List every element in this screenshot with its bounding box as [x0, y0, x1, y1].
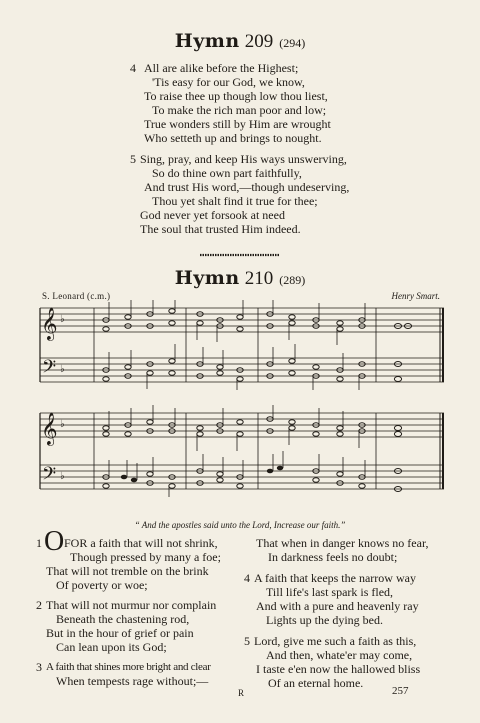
verse-line: All are alike before the Highest;	[144, 61, 299, 75]
svg-text:𝄞: 𝄞	[41, 307, 58, 340]
music-score-system-1	[36, 300, 448, 390]
verse-line: And with a pure and heavenly ray	[256, 599, 419, 613]
verse-line: But in the hour of grief or pain	[46, 626, 194, 640]
verse-line: To make the rich man poor and low;	[152, 103, 327, 117]
verse-line: Who setteth up and brings to nought.	[144, 131, 322, 145]
verse-line: Sing, pray, and keep His ways unswerving,	[140, 152, 347, 166]
verse-line: In darkness feels no doubt;	[268, 550, 398, 564]
ornamental-divider	[200, 251, 280, 259]
verse-line: And then, whate'er may come,	[266, 648, 413, 662]
drop-cap: O	[44, 526, 65, 557]
svg-text:♭: ♭	[60, 471, 65, 482]
hymn-210-alt-number: (289)	[279, 273, 306, 287]
svg-text:𝄢: 𝄢	[42, 357, 57, 382]
verse-line: That will not tremble on the brink	[46, 564, 209, 578]
hymn-209-title-word: Hymn	[174, 30, 240, 52]
svg-text:𝄞: 𝄞	[41, 412, 58, 445]
verse-line: Lord, give me such a faith as this,	[254, 634, 417, 648]
page-number: 257	[392, 685, 409, 697]
epigraph	[0, 515, 480, 533]
stanza-number: 5	[244, 634, 250, 648]
hymn-210-title-word: Hymn	[174, 267, 240, 289]
hymn-209-number: 209	[244, 31, 274, 52]
verse-line: God never yet forsook at need	[140, 208, 285, 222]
stanza-number: 2	[36, 598, 42, 612]
verse-line: Beneath the chastening rod,	[56, 612, 190, 626]
verse-line: When tempests rage without;—	[56, 674, 209, 688]
verse-line: The soul that trusted Him indeed.	[140, 222, 301, 236]
hymn-209-alt-number: (294)	[279, 36, 306, 50]
svg-text:♭: ♭	[60, 364, 65, 375]
hymn-209-title	[0, 30, 480, 53]
hymn-210-number: 210	[244, 268, 274, 289]
verse-line: Thou yet shalt find it true for thee;	[152, 194, 318, 208]
verse-line: That when in danger knows no fear,	[256, 536, 429, 550]
verse-line: A faith that keeps the narrow way	[254, 571, 416, 585]
stanza-number: 4	[244, 571, 250, 585]
stanza-number: 4	[130, 61, 136, 75]
verse-line: FOR a faith that will not shrink,	[64, 536, 218, 550]
verse-line: And trust His word,—though undeserving,	[144, 180, 350, 194]
verse-line: Till life's last spark is fled,	[266, 585, 394, 599]
signature-mark: R	[238, 688, 245, 698]
stanza-number: 1	[36, 536, 42, 550]
svg-text:♭: ♭	[60, 314, 65, 325]
stanza-number: 5	[130, 152, 136, 166]
verse-line: To raise thee up though low thou liest,	[144, 89, 328, 103]
verse-line: Of an eternal home.	[268, 676, 364, 690]
composer-name: Henry Smart.	[391, 291, 440, 301]
hymn-210-title	[0, 267, 480, 290]
tune-name: S. Leonard (c.m.)	[42, 291, 111, 301]
svg-text:𝄢: 𝄢	[42, 464, 57, 489]
verse-line: Though pressed by many a foe;	[70, 550, 221, 564]
verse-line: 'Tis easy for our God, we know,	[152, 75, 305, 89]
verse-line: Can lean upon its God;	[56, 640, 167, 654]
verse-line: That will not murmur nor complain	[46, 598, 217, 612]
verse-line: True wonders still by Him are wrought	[144, 117, 331, 131]
verse-line: I taste e'en now the hallowed bliss	[256, 662, 421, 676]
music-score-system-2	[36, 405, 448, 497]
verse-line: A faith that shines more bright and clear	[46, 661, 211, 673]
verse-line: So do thine own part faithfully,	[152, 166, 302, 180]
verse-line: Lights up the dying bed.	[266, 613, 383, 627]
stanza-number: 3	[36, 660, 42, 674]
verse-line: Of poverty or woe;	[56, 578, 148, 592]
epigraph-text: “ And the apostles said unto the Lord, Increase our faith.”	[134, 520, 346, 530]
svg-text:♭: ♭	[60, 419, 65, 430]
